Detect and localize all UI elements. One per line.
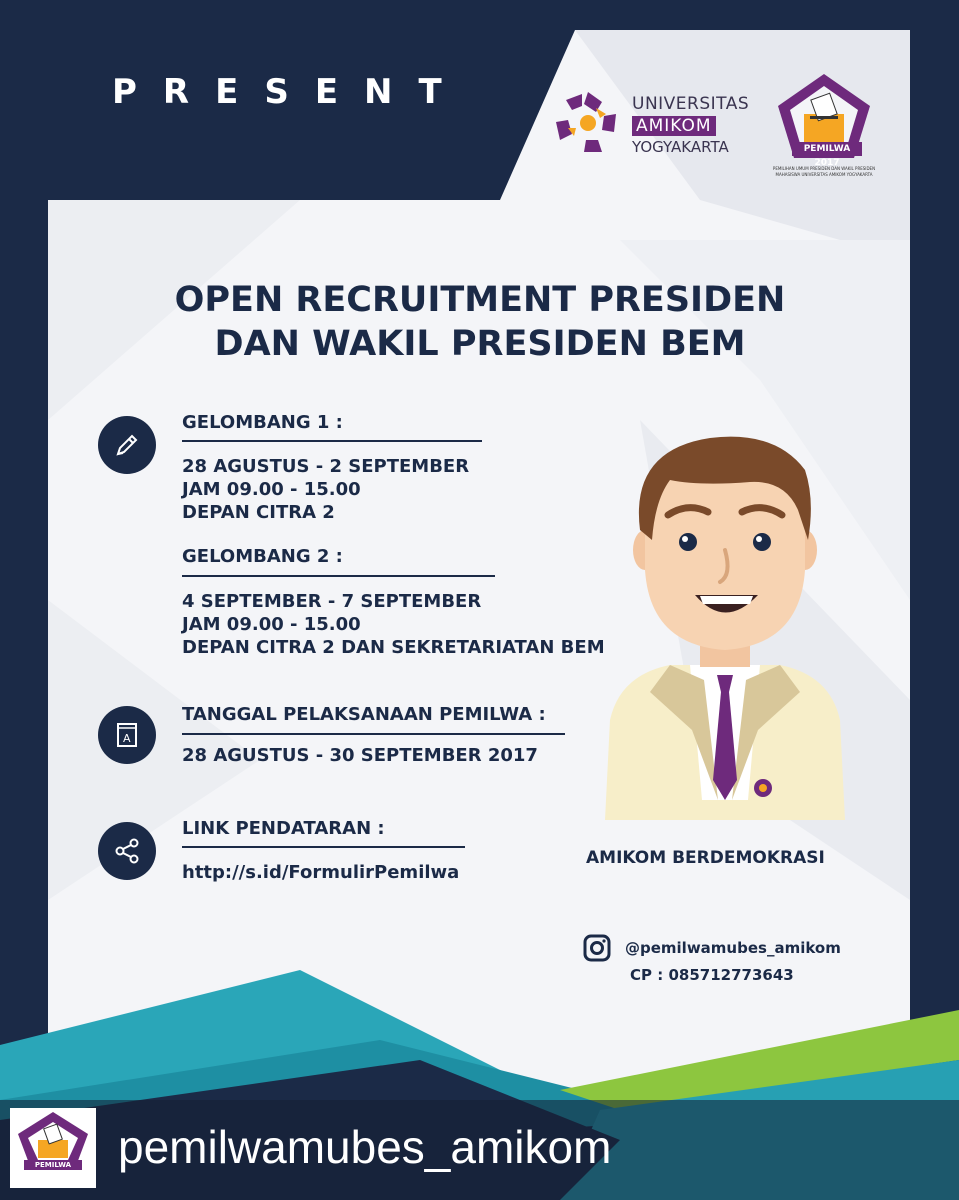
student-character-illustration bbox=[600, 430, 850, 820]
wave2-place: DEPAN CITRA 2 DAN SEKRETARIATAN BEM bbox=[182, 637, 605, 658]
wave2-title: GELOMBANG 2 : bbox=[182, 546, 343, 567]
character-caption: AMIKOM BERDEMOKRASI bbox=[586, 848, 825, 868]
wave1-dates: 28 AGUSTUS - 2 SEPTEMBER bbox=[182, 456, 470, 477]
instagram-icon bbox=[583, 934, 611, 962]
wave2-divider bbox=[182, 575, 495, 577]
university-logo bbox=[552, 88, 752, 158]
contact-phone: CP : 085712773643 bbox=[630, 966, 794, 984]
present-heading: PRESENT bbox=[112, 72, 468, 112]
university-name-line1: UNIVERSITAS bbox=[632, 94, 750, 114]
amikom-emblem-icon bbox=[552, 88, 624, 158]
pemilwa-tagline: PEMILIHAN UMUM PRESIDEN DAN WAKIL PRESIDEN MAHASISWA UNIVERSITAS AMIKOM YOGYAKARTA bbox=[772, 166, 876, 177]
registration-title: LINK PENDATARAN : bbox=[182, 818, 385, 839]
election-dates: 28 AGUSTUS - 30 SEPTEMBER 2017 bbox=[182, 745, 538, 766]
ballot-box-icon bbox=[10, 1108, 96, 1168]
wave2-dates: 4 SEPTEMBER - 7 SEPTEMBER bbox=[182, 591, 482, 612]
instagram-contact[interactable] bbox=[583, 934, 841, 962]
calendar-book-icon bbox=[113, 720, 141, 750]
pemilwa-logo bbox=[770, 70, 878, 200]
university-name-line3: YOGYAKARTA bbox=[632, 138, 729, 156]
headline-line2: DAN WAKIL PRESIDEN BEM bbox=[214, 324, 746, 364]
repost-avatar[interactable] bbox=[10, 1108, 96, 1188]
registration-link[interactable]: http://s.id/FormulirPemilwa bbox=[182, 862, 460, 883]
wave1-divider bbox=[182, 440, 482, 442]
svg-text:A: A bbox=[123, 732, 131, 745]
wave1-place: DEPAN CITRA 2 bbox=[182, 502, 335, 523]
wave1-time: JAM 09.00 - 15.00 bbox=[182, 479, 361, 500]
share-icon bbox=[112, 836, 142, 866]
pencil-icon-badge bbox=[98, 416, 156, 474]
pemilwa-badge: PEMILWA 2017 bbox=[792, 142, 862, 156]
calendar-icon-badge bbox=[98, 706, 156, 764]
university-name-line2: AMIKOM bbox=[632, 116, 716, 136]
instagram-handle: @pemilwamubes_amikom bbox=[625, 939, 841, 957]
registration-divider bbox=[182, 846, 465, 848]
pencil-icon bbox=[112, 430, 142, 460]
election-divider bbox=[182, 733, 565, 735]
election-title: TANGGAL PELAKSANAAN PEMILWA : bbox=[182, 704, 546, 725]
wave2-time: JAM 09.00 - 15.00 bbox=[182, 614, 361, 635]
repost-username[interactable]: pemilwamubes_amikom bbox=[118, 1121, 612, 1173]
wave1-title: GELOMBANG 1 : bbox=[182, 412, 343, 433]
share-icon-badge bbox=[98, 822, 156, 880]
headline-line1: OPEN RECRUITMENT PRESIDEN bbox=[174, 280, 786, 320]
headline bbox=[120, 278, 840, 366]
repost-badge: PEMILWA 2017 bbox=[24, 1160, 82, 1170]
